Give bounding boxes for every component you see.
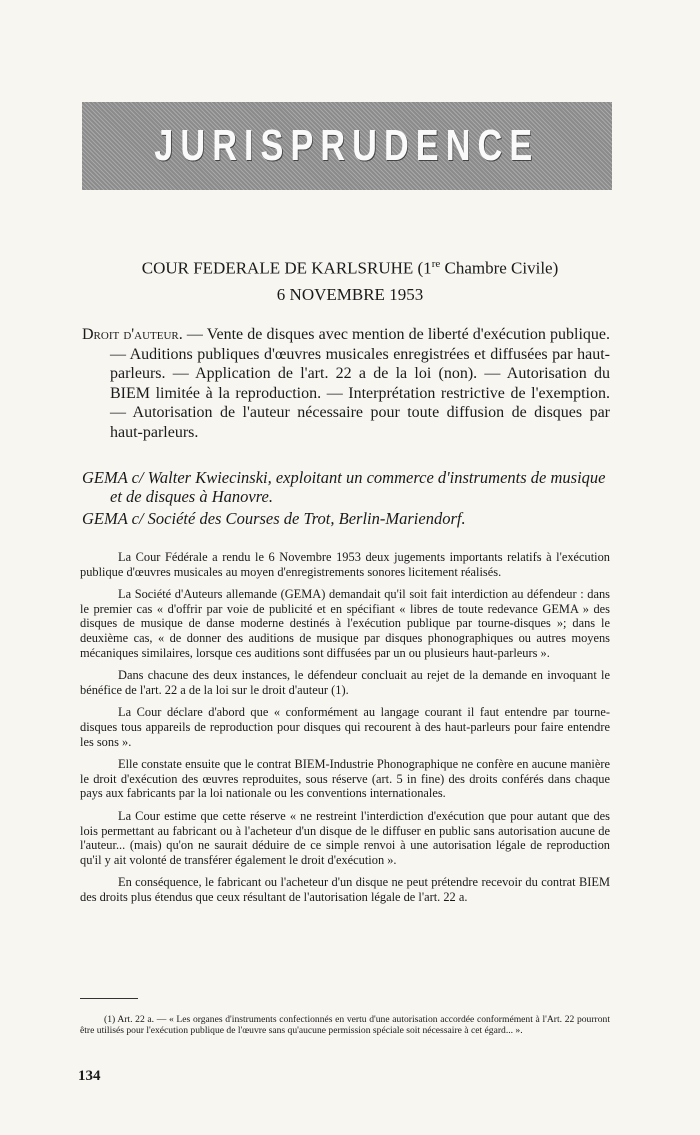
section-title: JURISPRUDENCE <box>154 121 540 170</box>
summary-lead: Droit d'auteur. <box>82 326 183 343</box>
court-chamber-text: Chambre Civile) <box>440 258 559 278</box>
judgment-body <box>80 550 610 912</box>
body-paragraph: La Cour Fédérale a rendu le 6 Novembre 1953 deux jugements importants relatifs à l'exécution publique d'œuvres musicales au moyen d'enregistrements sonores licitement réalisés. <box>80 550 610 579</box>
chamber-ordinal-superscript: re <box>431 258 441 270</box>
body-paragraph: Elle constate ensuite que le contrat BIEM-Industrie Phonographique ne confère en aucune manière le droit d'exécution des œuvres reproduites, sous réserve (art. 5 in fine) des droits conférés dans chaque pays aux fabricants par la loi nationale ou les conventions internationales. <box>80 757 610 801</box>
summary-text: — Vente de disques avec mention de liberté d'exécution publique. — Auditions publiques d'œuvres musicales enregistrées et diffusées par haut-parleurs. — Application de l'art. 22 a de la loi (non). — Autorisation du BIEM limitée à la reproduction. — Interprétation restrictive de l'exemption. — Autorisation de l'auteur nécessaire pour toute diffusion de disques par haut-parleurs. <box>110 326 610 441</box>
judgment-date: 6 NOVEMBRE 1953 <box>276 285 424 304</box>
parties-case-2: GEMA c/ Société des Courses de Trot, Berlin-Mariendorf. <box>82 509 466 528</box>
footnote: (1) Art. 22 a. — « Les organes d'instruments confectionnés en vertu d'une autorisation accordée conformément à l'Art. 22 pourront être utilisés pour l'exécution publique de l'œuvre sans qu'aucune permission spéciale soit nécessaire à cet égard... ». <box>80 1014 610 1037</box>
body-paragraph: En conséquence, le fabricant ou l'acheteur d'un disque ne peut prétendre recevoir du contrat BIEM des droits plus étendus que ceux résultant de l'autorisation légale de l'art. 22 a. <box>80 875 610 904</box>
body-paragraph: La Société d'Auteurs allemande (GEMA) demandait qu'il soit fait interdiction au défendeur : dans le premier cas « d'offrir par voie de publicité et en spécifiant « libres de toute redevance GEMA » des disques de musique de danse moderne destinés à l'exécution publique par tourne-disques »; dans le deuxième cas, « de donner des auditions de musique par disques phonographiques ou autres moyens mécaniques similaires, lorsque ces auditions sont diffusées par un ou plusieurs haut-parleurs ». <box>80 587 610 660</box>
body-paragraph: La Cour déclare d'abord que « conformément au langage courant il faut entendre par tourne-disques tous appareils de reproduction pour disques qui recourent à des haut-parleurs pour faire entendre les sons ». <box>80 705 610 749</box>
court-name-text: COUR FEDERALE DE KARLSRUHE (1 <box>141 258 432 278</box>
body-paragraph: Dans chacune des deux instances, le défendeur concluait au rejet de la demande en invoquant le bénéfice de l'art. 22 a de la loi sur le droit d'auteur (1). <box>80 668 610 697</box>
section-banner <box>82 102 612 190</box>
court-heading <box>0 258 700 279</box>
page-number: 134 <box>78 1068 101 1084</box>
case-summary <box>82 325 610 443</box>
body-paragraph: La Cour estime que cette réserve « ne restreint l'interdiction d'exécution que pour autant que des lois permettant au fabricant ou à l'acheteur d'un disque de le diffuser en public sans autorisation aucune de l'auteur... (mais) qu'on ne saurait déduire de ce simple renvoi à une autorisation légale de reproduction qu'il y ait volonté de transférer également le droit d'exécution ». <box>80 808 610 867</box>
footnote-divider <box>80 998 138 999</box>
parties-case-1: GEMA c/ Walter Kwiecinski, exploitant un commerce d'instruments de musique et de disques à Hanovre. <box>82 468 606 506</box>
